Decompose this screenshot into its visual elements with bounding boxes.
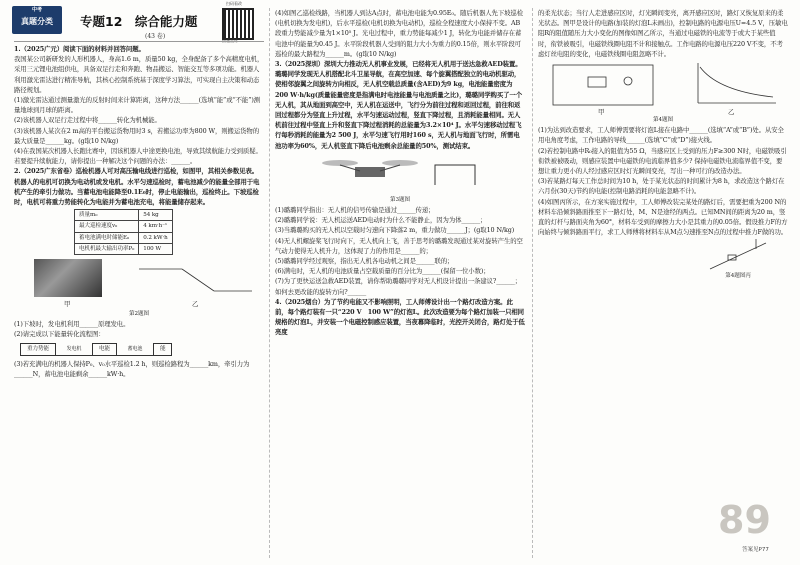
- question-1-sub: (3)该机器人某次在2 m高的平台搬运货物用时3 s，若搬运功率为800 W，则搬运货物的最大质量是______kg。(g取10 N/kg): [14, 126, 259, 145]
- drone-icon: [315, 155, 485, 191]
- question-2-sub: (3)若充满电的机器人保持P₀、v₀水平巡检1.2 h，则巡检路程为______km，牵引力为______N，蓄电池电能剩余______kW·h。: [14, 359, 250, 378]
- question-1-sub: (4)在我国某次机器人长跑比赛中，因该机器人中途更换电池，导致其续航能力受到质疑。若要提升续航能力，请你提出一种解决这个问题的办法：______。: [14, 147, 262, 166]
- figure-caption: 第3题图: [390, 196, 410, 203]
- column-1: [14, 44, 264, 379]
- table-row: [75, 232, 173, 243]
- figure-4-c: [538, 237, 788, 280]
- figure-label-a: 甲: [64, 300, 71, 309]
- slope-diagram: [134, 257, 254, 301]
- question-2-sub: (1)下坡时，发电机利用______原理发电。: [14, 320, 130, 329]
- flow-arrow-label: 蓄电池: [117, 344, 153, 354]
- question-3-sub: (7)为了更快运送急救AED装置，请你帮助璐璐同学对无人机设计提出一条建议?______；如何去更改能的旋转方向?______: [275, 277, 522, 296]
- figure-3: [275, 151, 525, 195]
- question-2-sub: (4)如图乙巡检线路，当机器人到达A点时，蓄电池电能为0.95E₀。随后机器人先下坡巡检(电机切换为发电机)，后水平巡检(电机切换为电动机)，巡检全程速度大小保持不变。AB段重力势能减少量为1×10⁵ J。光电过程中，重力势能每减少1 J，转化为电能并储存在蓄电池中的能量为0.45 J。水平阶段机器人受到的阻力大小为重力的0.15倍，则水平阶段可巡检的最大路程为______m。(g取10 N/kg): [275, 9, 524, 58]
- qr-label-bottom: 插题直练: [222, 38, 238, 43]
- question-4-sub: (1)为达到改造要求，工人师傅需要将灯泡L接在电路中______(选填“A”或“B”)处。从安全用电角度考虑，工作电路的导线______(选填“C”或“D”)接火线。: [538, 126, 784, 145]
- tag-main: 真题分类: [21, 17, 53, 26]
- question-3-title: 3.（2025深圳）深圳大力推动无人机事业发展，已经将无人机用于送达急救AED装置。璐璐同学发现无人机搭配北斗卫星导航，在高空加速、每个旋翼搭配独立的电动机驱动，使相邻旋翼之间旋转方向相反，无人机空载总质量(含AED)为9 kg，电池能量密度为200 W·h/kg(质量能量密度是指满电时电池能量与电池质量之比)，璐璐同学购买了一个无人机，其从地面到高空中，无人机在运送中，飞行分为前往过程和返回过程，前往和返回过程都分为竖直上升过程，水平匀速运动过程，竖直下降过程，且消耗能量相同。无人机前往过程中竖直上升和竖直下降过程消耗的总能量为3.2×10⁴ J。水平匀速移动过程飞行每秒消耗的能量为2 500 J，水平匀速飞行用时160 s，无人机与地面飞行时，所需电池功率为60%，无人机竖直下降后电池剩余总能量的50%，测试结束。: [275, 60, 522, 150]
- flow-box: 能: [153, 343, 173, 356]
- page-number: 89: [718, 498, 771, 542]
- figure-caption: 第4题图丙: [725, 273, 751, 280]
- figure-label-a: 甲: [598, 108, 605, 117]
- question-1-sub: (1)激光雷达通过测量激光的反射时间来计算距离，这种方法______(选填“能”或“不能”)测量地球到月球的距离。: [14, 96, 261, 115]
- table-cell: 100 W: [139, 243, 172, 254]
- flow-arrow-label: 发电机: [56, 344, 92, 354]
- column-divider: [532, 8, 533, 558]
- column-divider: [269, 8, 270, 558]
- question-3-sub: (6)满电时，无人机的电池质量占空载质量的百分比为______(保留一位小数)；: [275, 267, 490, 276]
- question-3-sub: (5)璐璐同学经过观察，指出无人机各电动机之间是______联的；: [275, 257, 454, 266]
- table-cell: 最大巡检速度v₀: [75, 221, 139, 232]
- question-2-title: 2.（2025广东省卷）巡检机器人可对高压输电线进行巡检，如图甲，其相关参数见表。机器人的电机可切换为电动机或发电机。水平匀速巡检时，蓄电池减少的能量全部用于电机产生的牵引力做功。当蓄电池电能降至0.1E₀时，停止电能输出，巡检终止。下坡巡检时，电机可将重力势能转化为电能并为蓄电池充电，将能量储存起来。: [14, 167, 260, 207]
- column-3: [538, 8, 788, 280]
- table-cell: 电机机最大输出功率P₀: [75, 243, 139, 254]
- figure-label-b: 乙: [728, 108, 735, 117]
- flow-box: 重力势能: [20, 343, 56, 356]
- answer-reference: 答案见P77: [742, 547, 769, 553]
- qr-label-top: 扫码看改: [226, 1, 242, 6]
- circuit-diagram: [548, 61, 658, 109]
- figure-2: [14, 257, 264, 309]
- question-3-sub: (2)璐璐同学说：无人机运送AED电动时为什么不能静止，因为为体______；: [275, 216, 487, 225]
- question-4-sub: (4)如图丙所示，在方案实施过程中，工人师傅改装完某处的路灯后，需要把重为200 N的材料车沿倾斜路面推至下一路灯处，M、N是途经的两点。已知MN间的距离为20 m，竖直的灯杆与路面夹角为60°，材料车受到的摩擦力大小是其重力的0.05倍。假设推力F的方向始终与倾斜路面平行，求工人师傅将材料车从M点匀速推至N点的过程中推力F做的功。: [538, 197, 788, 237]
- table-row: [75, 210, 173, 221]
- qr-code-icon[interactable]: [222, 8, 254, 40]
- category-tag: [12, 6, 62, 34]
- column-2: [275, 8, 525, 338]
- resistance-curve: [688, 61, 778, 109]
- question-3-sub: (4)无人机螺旋桨飞行时向下，无人机向上飞，善于思考的璐璐发现通过某对旋转产生的空气动力使得无人机升力，这体现了力的作用是______的；: [275, 236, 523, 255]
- question-4-sub: (2)若控制电路中R₀接入的阻值为55 Ω，当感应区上受到的压力F≥300 N时，电磁铁吸引衔铁被被吸动，则感应装置中电磁铁的电流临界值多少? 保持电磁铁电流临界值不变，要想让重力更小的人经过感应区时灯光瞬间变亮，写出一种可行的改造办法。: [538, 146, 787, 176]
- figure-caption: 第4题图: [653, 117, 673, 124]
- table-row: [75, 221, 173, 232]
- question-3-sub: (3)当璐璐购买的无人机以空载时匀速向下降落2 m，重力做功______J；(g取10 N/kg): [275, 226, 515, 235]
- table-cell: 质量m₀: [75, 210, 139, 221]
- question-1-title: 1.（2025广元）阅读下面的材料并回答问题。: [14, 45, 145, 53]
- flow-box: 电能: [92, 343, 117, 356]
- question-4-sub: (3)若某路灯每天工作总时间为10 h，处于某光状态的时间累计为8 h，求改造这个路灯在六月份(30天)节约的电能(控制电路消耗的电能忽略不计)。: [538, 177, 785, 196]
- figure-caption: 第2题图: [129, 311, 149, 318]
- figure-label-b: 乙: [192, 300, 199, 309]
- topic-title: 专题12 综合能力题: [80, 14, 198, 29]
- question-1-text: 我国某公司新研发的人形机器人，身高1.6 m，质量50 kg，全身配备了多个高精度电机，采用三元锂电池组供电，具备双足行走和奔跑、物品搬运、智能交互等多项功能。机器人利用激光雷达进行精准导航，其核心控制系统基于深度学习算法，可实现自主决策和动态路径规划。: [14, 55, 264, 94]
- question-4-title: 4.（2025烟台）为了节约电能又不影响照明，工人师傅设计出一个路灯改造方案。此前，每个路灯装有一只“220 V 100 W”的灯泡L。此次改造要为每个路灯加装一只相同规格的灯泡L，并安装一个电磁控制感应装置，当夜幕降临时，光控开关闭合，路灯处于低亮度: [275, 297, 525, 337]
- table-row: [75, 243, 173, 254]
- question-3-sub: (1)璐璐同学指出：无人机的信号传输是通过______传递；: [275, 206, 435, 215]
- parameter-table: [74, 209, 173, 255]
- table-cell: 蓄电池满电时储能E₀: [75, 232, 139, 243]
- figure-4: [538, 59, 788, 115]
- question-4-text: 的柔光状态；当行人走进感应区时，灯光瞬间变亮，离开感应区时，路灯又恢复原来的柔光状态。图甲是设计的电路(加装的灯泡L未画出)，控制电路的电源电压U=4.5 V，压敏电阻R的阻值随压力大小变化的图像如图乙所示，当通过电磁铁的电流等于或大于某些值时，衔铁被吸引，电磁铁线圈电阻不计和接触点。工作电路的电源电压220 V不变，不考虑灯丝电阻的变化，电磁铁线圈电阻忽略不计。: [538, 9, 788, 58]
- question-1-sub: (2)该机器人双足行走过程中将______转化为机械能。: [14, 116, 161, 125]
- table-cell: 4 km·h⁻¹: [139, 221, 172, 232]
- table-cell: 54 kg: [139, 210, 172, 221]
- question-2-sub: (2)请完成以下能量转化流程图：: [14, 330, 105, 339]
- robot-photo: [34, 259, 102, 297]
- energy-flowchart: [20, 343, 264, 356]
- incline-diagram: [708, 237, 768, 271]
- header-divider: [14, 41, 264, 42]
- tag-small: 中考: [31, 7, 42, 13]
- topic-subtitle: (43 卷): [145, 33, 166, 40]
- table-cell: 0.2 kW·h: [139, 232, 172, 243]
